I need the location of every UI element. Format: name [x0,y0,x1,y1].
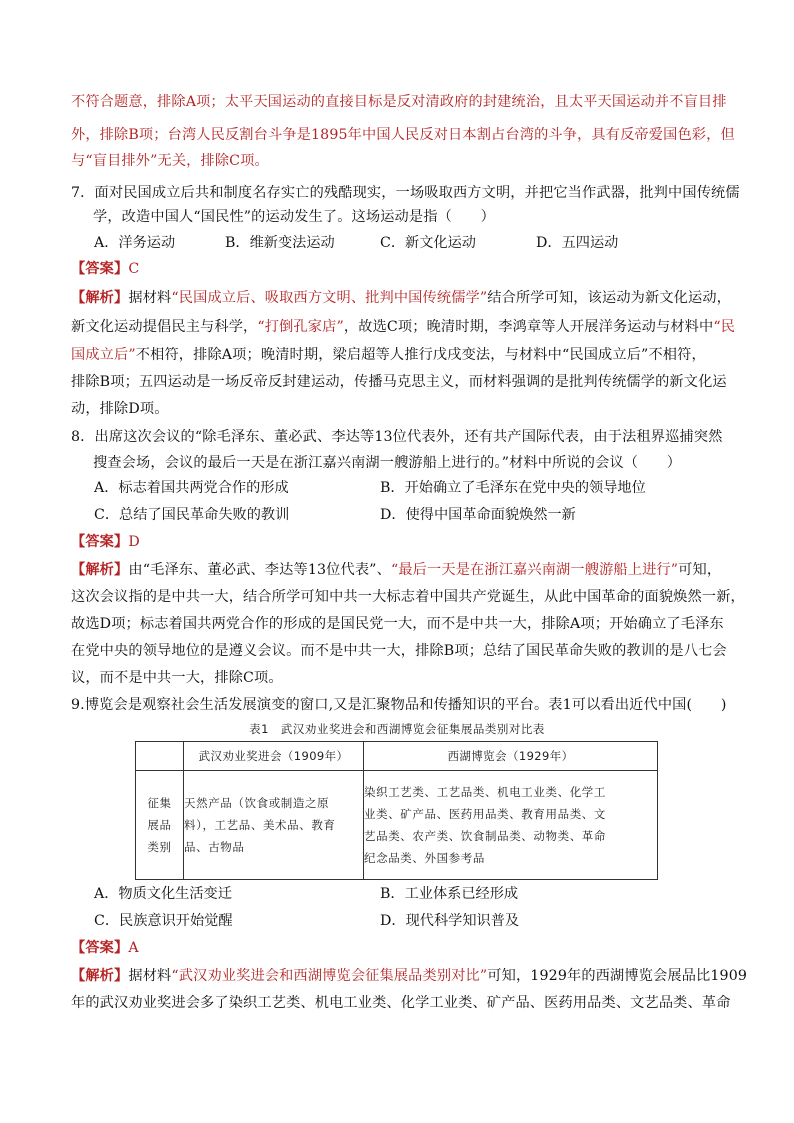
prev-analysis-line-1: 不符合题意，排除A项；太平天国运动的直接目标是反对清政府的封建统治，且太平天国运动并不盲目排 [71,94,727,110]
q9-stem-line-1: 9.博览会是观察社会生活发展演变的窗口,又是汇聚物品和传播知识的平台。表1可以看出近代中国( ) [71,697,727,713]
table-cell-wuhan [184,771,364,880]
analysis-label: 【解析】 [71,562,129,578]
q8-analysis-line-4: 在党中央的领导地位的是遵义会议。而不是中共一大，排除B项；总结了国民革命失败的教训的是八七会 [71,643,727,659]
row-header-line: 类别 [147,840,172,854]
q8-analysis-line-3: 故选D项；标志着国共两党合作的形成的是国民党一大，而不是中共一大，排除A项；开始确立了毛泽东 [71,616,724,632]
table-header-row [136,742,658,771]
q8-option-b: B．开始确立了毛泽东在党中央的领导地位 [380,480,646,496]
exhibit-table [135,741,658,880]
q9-option-b: B．工业体系已经形成 [380,886,519,902]
q8-option-d: D．使得中国革命面貌焕然一新 [380,507,576,523]
q7-answer [71,259,139,279]
text-segment: 由 [128,562,143,578]
highlight-segment: “最后一天是在浙江嘉兴南湖一艘游船上进行” [390,562,679,578]
q8-answer [71,532,140,552]
text-segment: 可知，1929年的西湖博览会展品比1909 [487,968,748,984]
cell-line: 染织工艺类、工艺品类、机电工业类、化学工 [364,785,606,799]
q9-analysis-line-2: 年的武汉劝业奖进会多了染织工艺类、机电工业类、化学工业类、矿产品、医药用品类、文艺品类、革命 [71,995,731,1011]
text-segment: 新文化运动提倡民主与科学， [71,319,258,335]
q9-option-d: D．现代科学知识普及 [380,913,520,929]
table-row [136,771,658,880]
cell-line: 天然产品（饮食或制造之原 [184,796,330,810]
q7-stem-line-1: 7．面对民国成立后共和制度名存实亡的残酷现实，一场吸取西方文明，并把它当作武器，批判中国传统儒 [71,185,740,201]
q8-option-c: C．总结了国民革命失败的教训 [94,507,290,523]
text-segment: “毛泽东、董必武、李达等13位代表” [142,562,377,578]
q8-option-a: A．标志着国共两党合作的形成 [94,480,289,496]
q8-analysis-line-5: 议，而不是中共一大，排除C项。 [71,670,283,686]
q9-option-c: C．民族意识开始觉醒 [94,913,233,929]
highlight-segment: “民国成立后、吸取西方文明、批判中国传统儒学” [171,290,488,306]
highlight-segment: 国成立后” [71,347,136,363]
text-segment: 不相符，排除A项；晚清时期，梁启超等人推行戊戌变法，与材料中“民国成立后”不相符， [135,347,706,363]
q7-option-d: D．五四运动 [536,235,619,251]
q8-stem-line-2: 搜查会场，会议的最后一天是在浙江嘉兴南湖一艘游船上进行的。”材料中所说的会议（ ） [93,455,682,471]
q8-stem-line-1: 8．出席这次会议的“除毛泽东、董必武、李达等13位代表外，还有共产国际代表，由于法租界巡捕突然 [71,429,723,445]
answer-label: 【答案】 [71,261,129,277]
q8-analysis-line-2: 这次会议指的是中共一大，结合所学可知中共一大标志着中国共产党诞生，从此中国革命的面貌焕然一新， [71,589,745,605]
answer-label: 【答案】 [71,940,129,956]
q7-analysis-line-1 [71,288,731,308]
table-caption: 表1 武汉劝业奖进会和西湖博览会征集展品类别对比表 [249,722,545,736]
q8-analysis-line-1 [71,560,721,580]
text-segment: 可知， [678,562,722,578]
row-header-line: 展品 [147,818,172,832]
highlight-segment: “武汉劝业奖进会和西湖博览会征集展品类别对比” [171,968,488,984]
text-segment: ，故选C项；晚清时期，李鸿章等人开展洋务运动与材料中 [343,319,714,335]
cell-line: 业类、矿产品、医药用品类、教育用品类、文 [364,807,606,821]
table-cell-xihu [364,771,658,880]
table-row-header [136,771,184,880]
answer-value: D [128,534,140,550]
q7-analysis-line-5: 动，排除D项。 [71,401,169,417]
table-corner-cell [136,742,184,771]
cell-line: 品、古物品 [184,840,245,854]
cell-line: 艺品类、农产类、饮食制品类、动物类、革命 [364,829,606,843]
cell-line: 料），工艺品、美术品、教育 [184,818,336,832]
q7-option-a: A．洋务运动 [94,235,176,251]
prev-analysis-line-2: 外，排除B项；台湾人民反割台斗争是1895年中国人民反对日本割占台湾的斗争，具有反帝爱国色彩，但 [71,127,735,143]
row-header-line: 征集 [147,796,172,810]
q7-analysis-line-2 [71,317,735,337]
q7-analysis-line-3 [71,345,706,365]
analysis-label: 【解析】 [71,968,129,984]
q7-analysis-line-4: 排除B项；五四运动是一场反帝反封建运动，传播马克思主义，而材料强调的是批判传统儒学的新文化运 [71,374,727,390]
q9-option-a: A．物质文化生活变迁 [94,886,232,902]
cell-line: 纪念品类、外国参考品 [364,851,485,865]
highlight-segment: “打倒孔家店” [257,319,344,335]
q9-analysis-line-1 [71,966,747,986]
table-header-cell: 西湖博览会（1929年） [364,742,658,771]
prev-analysis-line-3: 与“盲目排外”无关，排除C项。 [71,153,269,169]
q7-option-c: C．新文化运动 [380,235,476,251]
q7-stem-line-2: 学，改造中国人“国民性”的运动发生了。这场运动是指（ ） [93,209,495,225]
text-segment: 结合所学可知，该运动为新文化运动， [487,290,732,306]
text-segment: 据材料 [128,290,172,306]
answer-value: A [128,940,139,956]
q9-answer [71,938,139,958]
answer-label: 【答案】 [71,534,129,550]
q7-option-b: B．维新变法运动 [225,235,335,251]
highlight-segment: “民 [713,319,736,335]
table-header-cell: 武汉劝业奖进会（1909年） [184,742,364,771]
answer-value: C [128,261,140,277]
text-segment: 、 [376,562,391,578]
text-segment: 据材料 [128,968,172,984]
analysis-label: 【解析】 [71,290,129,306]
